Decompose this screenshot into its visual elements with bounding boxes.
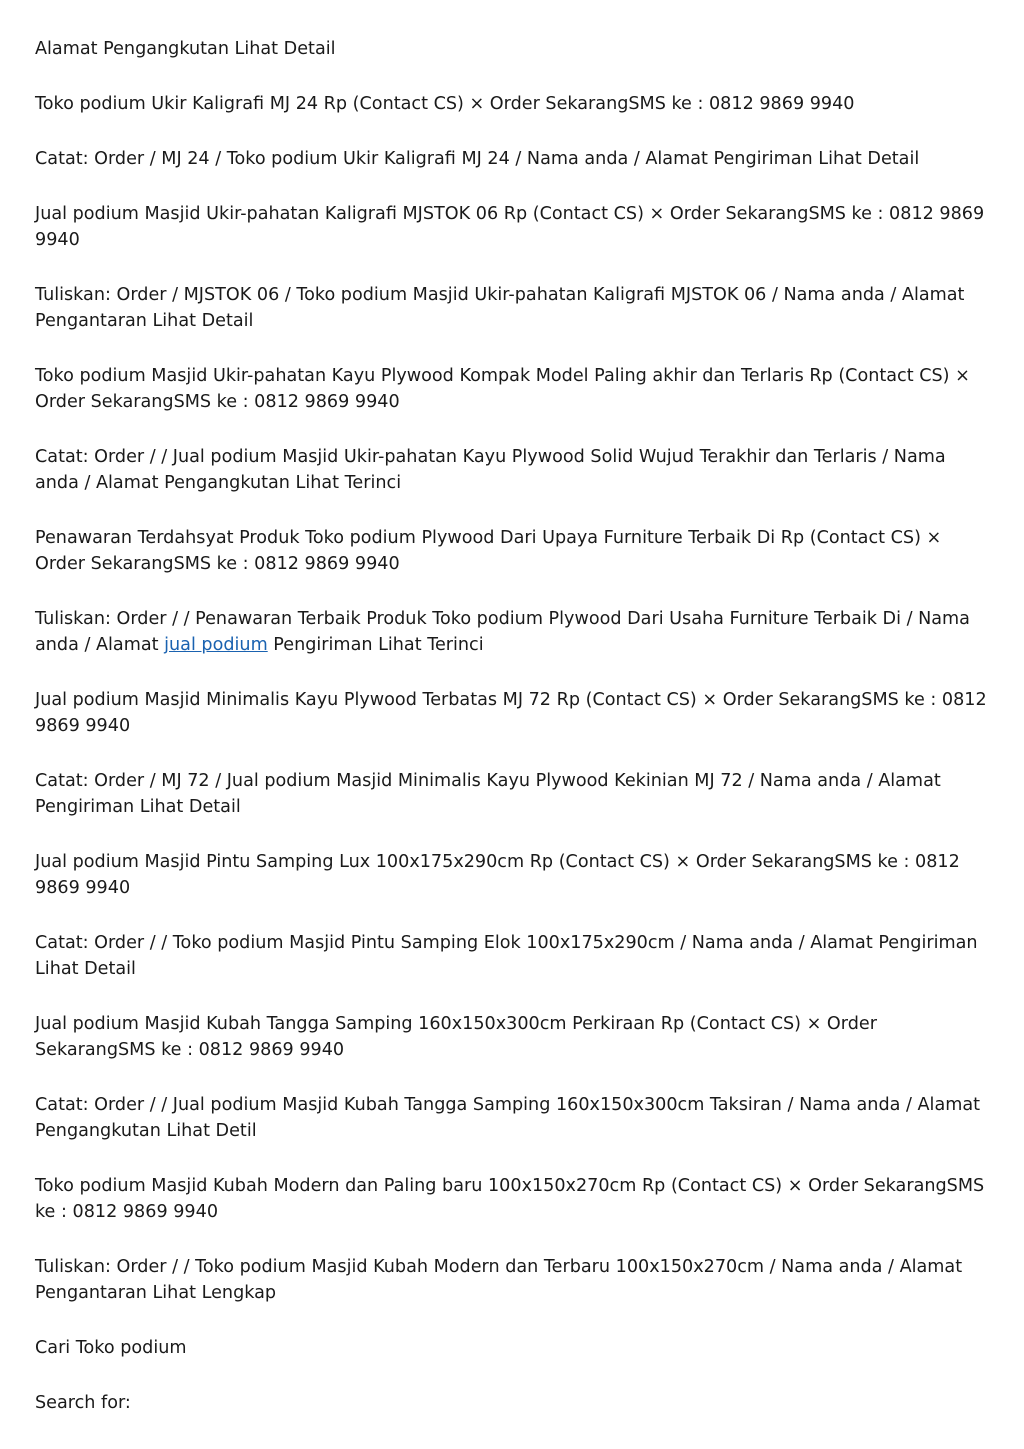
paragraph: Jual podium Masjid Kubah Tangga Samping 160x150x300cm Perkiraan Rp (Contact CS) × Order SekarangSMS ke : 0812 9869 9940 bbox=[35, 1014, 877, 1060]
paragraph: Catat: Order / MJ 72 / Jual podium Masjid Minimalis Kayu Plywood Kekinian MJ 72 / Nama anda / Alamat Pengiriman Lihat Detail bbox=[35, 771, 941, 817]
paragraph: Tuliskan: Order / MJSTOK 06 / Toko podium Masjid Ukir-pahatan Kaligrafi MJSTOK 06 / Nama anda / Alamat Pengantaran Lihat Detail bbox=[35, 285, 965, 331]
paragraph: Catat: Order / / Jual podium Masjid Kubah Tangga Samping 160x150x300cm Taksiran / Nama anda / Alamat Pengangkutan Lihat Detil bbox=[35, 1095, 981, 1141]
jual-podium-link[interactable]: jual podium bbox=[164, 635, 268, 655]
paragraph: Catat: Order / / Jual podium Masjid Ukir-pahatan Kayu Plywood Solid Wujud Terakhir dan Terlaris / Nama anda / Alamat Pengangkutan Lihat Terinci bbox=[35, 447, 946, 493]
paragraph: Catat: Order / MJ 24 / Toko podium Ukir Kaligrafi MJ 24 / Nama anda / Alamat Pengiriman Lihat Detail bbox=[35, 149, 920, 169]
paragraph-with-link bbox=[35, 606, 995, 658]
paragraph: Penawaran Terdahsyat Produk Toko podium Plywood Dari Upaya Furniture Terbaik Di Rp (Contact CS) × Order SekarangSMS ke : 0812 9869 9940 bbox=[35, 528, 942, 574]
paragraph: Jual podium Masjid Pintu Samping Lux 100x175x290cm Rp (Contact CS) × Order SekarangSMS ke : 0812 9869 9940 bbox=[35, 852, 960, 898]
paragraph: Catat: Order / / Toko podium Masjid Pintu Samping Elok 100x175x290cm / Nama anda / Alamat Pengiriman Lihat Detail bbox=[35, 933, 978, 979]
search-heading: Cari Toko podium bbox=[35, 1338, 187, 1358]
paragraph: Toko podium Ukir Kaligrafi MJ 24 Rp (Contact CS) × Order SekarangSMS ke : 0812 9869 9940 bbox=[35, 94, 855, 114]
paragraph-text-after-link: Pengiriman Lihat Terinci bbox=[267, 635, 484, 655]
document-body bbox=[35, 36, 995, 1445]
paragraph: Alamat Pengangkutan Lihat Detail bbox=[35, 39, 336, 59]
paragraph: Tuliskan: Order / / Toko podium Masjid Kubah Modern dan Terbaru 100x150x270cm / Nama anda / Alamat Pengantaran Lihat Lengkap bbox=[35, 1257, 963, 1303]
paragraph: Toko podium Masjid Kubah Modern dan Paling baru 100x150x270cm Rp (Contact CS) × Order SekarangSMS ke : 0812 9869 9940 bbox=[35, 1176, 985, 1222]
paragraph: Jual podium Masjid Minimalis Kayu Plywood Terbatas MJ 72 Rp (Contact CS) × Order SekarangSMS ke : 0812 9869 9940 bbox=[35, 690, 987, 736]
paragraph: Toko podium Masjid Ukir-pahatan Kayu Plywood Kompak Model Paling akhir dan Terlaris Rp (Contact CS) × Order SekarangSMS ke : 0812 9869 9940 bbox=[35, 366, 970, 412]
search-label: Search for: bbox=[35, 1393, 131, 1413]
paragraph-text-before-link: Tuliskan: Order / / Penawaran Terbaik Produk Toko podium Plywood Dari Usaha Furniture Terbaik Di / Nama anda / Alamat bbox=[35, 609, 970, 655]
paragraph: Jual podium Masjid Ukir-pahatan Kaligrafi MJSTOK 06 Rp (Contact CS) × Order SekarangSMS ke : 0812 9869 9940 bbox=[35, 204, 985, 250]
